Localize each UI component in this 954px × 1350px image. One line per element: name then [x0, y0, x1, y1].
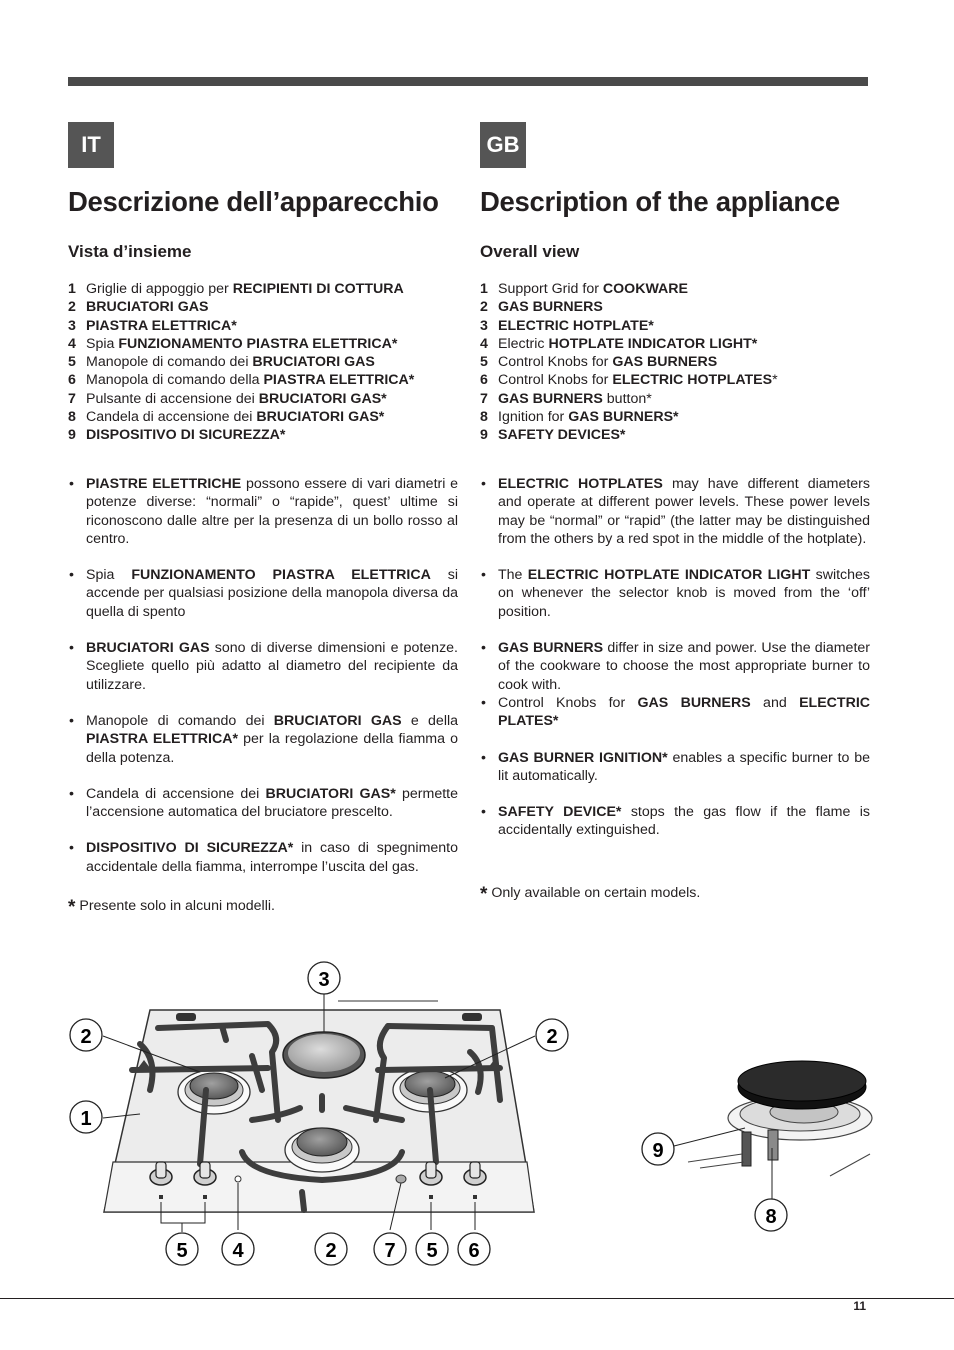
lang-badge-gb: GB	[480, 122, 526, 168]
list-item	[68, 390, 458, 408]
item-number: 6	[480, 372, 488, 389]
item-text-bold: RECIPIENTI DI COTTURA	[232, 281, 404, 297]
item-text-pre: Ignition for	[498, 409, 569, 426]
item-number: 2	[68, 299, 76, 316]
bullet-text: stops the gas flow if the flame is accidentally extinguished.	[498, 804, 870, 839]
bullet-text: Manopole di comando dei	[86, 712, 274, 729]
item-text	[86, 280, 404, 298]
item-text-bold: ELECTRIC HOTPLATE*	[498, 317, 654, 334]
item-text-post: *	[772, 372, 778, 389]
item-number: 3	[68, 317, 76, 334]
bullet-text: switches on whenever the selector knob is moved from the ‘off’ position.	[498, 567, 870, 620]
list-item	[480, 390, 870, 408]
svg-text:6: 6	[468, 1240, 480, 1262]
item-text-bold: FUNZIONAMENTO PIASTRA ELETTRICA*	[118, 335, 398, 352]
bullet-text: Control Knobs for	[498, 694, 638, 711]
item-number: 5	[68, 354, 76, 371]
bullet-item	[480, 475, 870, 548]
item-text-bold: BRUCIATORI GAS	[252, 354, 375, 371]
callout-9	[642, 1133, 674, 1165]
list-item	[480, 408, 870, 426]
section-title-it: Vista d’insieme	[68, 242, 192, 261]
item-text-bold: SAFETY DEVICES*	[498, 427, 626, 444]
top-rule	[68, 77, 868, 86]
item-number: 5	[480, 354, 488, 371]
bullet-text: per la regolazione della fiamma o della potenza.	[86, 731, 459, 766]
parts-list-gb	[480, 280, 870, 445]
item-text-bold: PIASTRA ELETTRICA*	[263, 372, 415, 389]
item-text	[498, 408, 679, 426]
item-text	[498, 335, 757, 353]
item-text	[86, 335, 397, 353]
list-item	[480, 353, 870, 371]
burner-center	[285, 1128, 359, 1172]
footnote-it: * Presente solo in alcuni modelli.	[68, 897, 275, 918]
item-text-pre: Control Knobs for	[498, 372, 613, 389]
bullet-bold: PIASTRE ELETTRICHE	[86, 476, 242, 492]
bullet-bold: GAS BURNER IGNITION*	[498, 749, 668, 766]
svg-text:9: 9	[652, 1140, 664, 1162]
bullet-bold: ELECTRIC PLATES*	[498, 694, 870, 730]
item-number: 9	[480, 427, 488, 444]
hob-diagram	[0, 940, 954, 1280]
bullet-text: sono di diverse dimensioni e potenze. Scegliete quello più adatto al diametro del recipiente da utilizzare.	[86, 640, 459, 693]
bullet-bold: BRUCIATORI GAS	[86, 640, 210, 657]
callout-8	[755, 1199, 787, 1231]
item-number: 4	[480, 335, 488, 352]
column-it	[68, 186, 458, 445]
bottom-rule	[0, 1298, 954, 1299]
callout-5-left	[166, 1233, 198, 1265]
callout-2-center	[315, 1233, 347, 1265]
bullet-item	[68, 475, 458, 548]
item-text-bold: PIASTRA ELETTRICA*	[86, 317, 237, 334]
item-number: 7	[68, 390, 76, 407]
item-text	[86, 371, 414, 389]
bullet-item	[68, 566, 458, 621]
list-item	[480, 280, 870, 298]
svg-text:2: 2	[80, 1026, 92, 1048]
bullet-item	[480, 803, 870, 840]
item-text	[86, 317, 237, 335]
item-text-bold: DISPOSITIVO DI SICUREZZA*	[86, 427, 286, 444]
list-item	[68, 426, 458, 444]
bullet-item	[480, 566, 870, 621]
item-text-pre: Control Knobs for	[498, 354, 613, 371]
bullet-bold: BRUCIATORI GAS*	[265, 785, 396, 802]
item-text	[86, 408, 384, 426]
item-text	[498, 298, 603, 316]
page-number: 11	[853, 1299, 866, 1313]
svg-text:2: 2	[546, 1026, 558, 1048]
svg-text:8: 8	[765, 1206, 777, 1228]
item-text	[498, 371, 778, 389]
item-number: 1	[480, 281, 488, 297]
bullet-text: may have different diameters and operate at different power levels. These power levels may be “normal” or “rapid” (the latter may be distinguished from the others by a red spot in the middle of the hotplate).	[498, 476, 870, 547]
item-number: 7	[480, 390, 488, 407]
item-text-post: button*	[602, 390, 652, 407]
callout-7	[374, 1233, 406, 1265]
item-text-bold: HOTPLATE INDICATOR LIGHT*	[548, 335, 758, 352]
bullet-item	[480, 749, 870, 786]
bullet-text: The	[498, 567, 528, 584]
item-text-bold: GAS BURNERS	[498, 390, 603, 407]
item-text	[86, 426, 285, 444]
item-number: 8	[68, 409, 76, 426]
item-text-pre: Manopola di comando della	[86, 372, 264, 389]
item-number: 1	[68, 281, 76, 297]
bullet-text: e della	[401, 712, 459, 729]
item-text-bold: GAS BURNERS	[612, 354, 718, 371]
callout-2-right	[536, 1019, 568, 1051]
column-gb	[480, 186, 870, 445]
item-text-pre: Manopole di comando dei	[86, 354, 253, 371]
bullet-text: Candela di accensione dei	[86, 785, 266, 802]
bullets-gb	[480, 475, 870, 840]
item-text-bold: BRUCIATORI GAS	[86, 299, 209, 316]
page-title-gb: Description of the appliance	[480, 186, 840, 217]
item-text	[498, 353, 717, 371]
list-item	[480, 371, 870, 389]
item-number: 9	[68, 427, 76, 444]
burner-detail	[688, 1061, 872, 1176]
item-text-pre: Pulsante di accensione dei	[86, 390, 259, 407]
list-item	[68, 353, 458, 371]
item-text	[86, 390, 387, 408]
list-item	[68, 317, 458, 335]
item-text-bold: GAS BURNERS*	[568, 409, 679, 426]
item-text-pre: Griglie di appoggio per	[86, 281, 233, 297]
svg-text:2: 2	[325, 1240, 337, 1262]
item-text-pre: Spia	[86, 335, 119, 352]
item-number: 2	[480, 299, 488, 316]
list-item	[68, 280, 458, 298]
item-text-bold: GAS BURNERS	[498, 299, 603, 316]
bullet-bold: ELECTRIC HOTPLATE INDICATOR LIGHT	[527, 567, 811, 584]
bullet-item	[480, 694, 870, 731]
bullets-it	[68, 475, 458, 876]
bullet-text: possono essere di vari diametri e potenze diverse: “normali” o “rapide”, quest’ ultime si riconoscono dalle altre per la presenza di un bollo rosso al centro.	[86, 476, 458, 547]
item-text-bold: BRUCIATORI GAS*	[256, 409, 385, 426]
bullet-text: si accende per qualsiasi posizione della manopola diversa da quella di spento	[86, 567, 459, 620]
bullet-bold: GAS BURNERS	[637, 694, 751, 711]
list-item	[480, 335, 870, 353]
bullet-bold: GAS BURNERS	[498, 640, 604, 657]
bullet-text: differ in size and power. Use the diameter of the cookware to choose the most appropriate burner to cook with.	[498, 640, 871, 693]
list-item	[68, 335, 458, 353]
item-text-pre: Candela di accensione dei	[86, 409, 257, 426]
svg-text:4: 4	[232, 1240, 244, 1262]
callout-3	[308, 962, 340, 994]
callout-5-right	[416, 1233, 448, 1265]
callout-4	[222, 1233, 254, 1265]
list-item	[68, 298, 458, 316]
item-number: 8	[480, 409, 488, 426]
svg-text:3: 3	[318, 969, 330, 991]
bullet-text: enables a specific burner to be lit automatically.	[498, 749, 871, 784]
bullet-text: and	[750, 694, 800, 711]
bullet-bold: ELECTRIC HOTPLATES	[498, 476, 663, 492]
item-text	[498, 280, 688, 298]
item-number: 3	[480, 317, 488, 334]
bullet-bold: FUNZIONAMENTO PIASTRA ELETTRICA	[131, 567, 431, 584]
bullet-text: permette l’accensione automatica del bruciatore prescelto.	[86, 785, 458, 821]
bullet-item	[480, 639, 870, 694]
list-item	[68, 371, 458, 389]
callout-6	[458, 1233, 490, 1265]
indicator-light	[235, 1176, 241, 1182]
svg-text:7: 7	[384, 1240, 396, 1262]
footnote-gb: * Only available on certain models.	[480, 884, 701, 905]
parts-list-it	[68, 280, 458, 445]
bullet-text: Spia	[86, 567, 132, 584]
item-number: 4	[68, 335, 76, 352]
callout-1	[70, 1101, 102, 1133]
svg-text:1: 1	[80, 1108, 92, 1130]
list-item	[480, 298, 870, 316]
bullet-bold: DISPOSITIVO DI SICUREZZA*	[86, 840, 294, 857]
callout-2-left	[70, 1019, 102, 1051]
item-text-pre: Support Grid for	[498, 281, 603, 297]
list-item	[480, 426, 870, 444]
bullet-bold: SAFETY DEVICE*	[498, 804, 622, 821]
bullet-text: in caso di spegnimento accidentale della fiamma, interrompe l’uscita del gas.	[86, 840, 459, 875]
item-text	[498, 390, 652, 408]
svg-text:5: 5	[426, 1240, 438, 1262]
bullet-item	[68, 712, 458, 767]
item-text	[86, 298, 208, 316]
page-title-it: Descrizione dell’apparecchio	[68, 186, 439, 217]
lang-badge-it: IT	[68, 122, 114, 168]
burner-left	[178, 1070, 250, 1114]
bullet-item	[68, 639, 458, 694]
item-text-bold: COOKWARE	[602, 281, 689, 297]
item-text	[498, 317, 654, 335]
list-item	[68, 408, 458, 426]
item-text-bold: BRUCIATORI GAS*	[258, 390, 387, 407]
item-number: 6	[68, 372, 76, 389]
item-text	[86, 353, 375, 371]
bullet-bold: BRUCIATORI GAS	[273, 712, 402, 729]
section-title-gb: Overall view	[480, 242, 580, 261]
item-text-bold: ELECTRIC HOTPLATES	[612, 372, 773, 389]
bullet-item	[68, 839, 458, 876]
bullet-item	[68, 785, 458, 822]
bullet-bold: PIASTRA ELETTRICA*	[86, 731, 238, 748]
svg-text:5: 5	[176, 1240, 188, 1262]
item-text-pre: Electric	[498, 335, 549, 352]
item-text	[498, 426, 625, 444]
ignition-button	[396, 1175, 406, 1183]
list-item	[480, 317, 870, 335]
